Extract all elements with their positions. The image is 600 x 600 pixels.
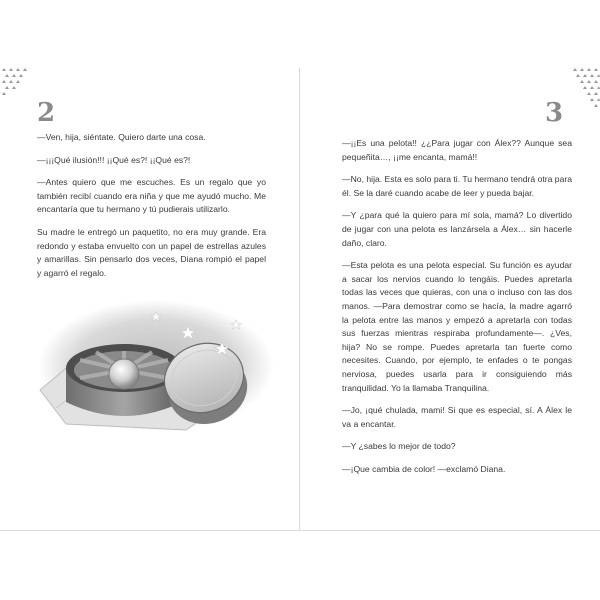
paragraph: —¡¡¡Qué ilusión!!! ¡¡Qué es?! ¡¡Qué es?! [37,154,191,165]
paragraph: —Antes quiero que me escuches. Es un regalo que yo también recibí cuando era niña y que me ayudó mucho. Me encantaría que tu hermano y tú pudierais utilizarlo. [37,177,266,215]
paragraph: Su madre le entregó un paquetito, no era muy grande. Era redondo y estaba envuelto con un papel de estrellas azules y amarillas. Sin pensarlo dos veces, Diana rompió el papel y agarró el regalo. [37,226,266,278]
left-page [0,0,299,531]
gift-box-illustration [36,298,276,438]
paragraph: —Y ¿para qué la quiero para mí sola, mamá? Lo divertido de jugar con una pelota es lanzársela a Álex… sin hacerle daño, claro. [342,210,572,248]
paragraph: —No, hija. Esta es solo para ti. Tu hermano tendrá otra para él. Se la daré cuando acabe de leer y pueda bajar. [342,174,572,198]
right-page [300,0,600,531]
chapter-number: 3 [545,98,564,128]
dot-pattern-icon [570,68,600,108]
paragraph: —¡¡Es una pelota!! ¿¿Para jugar con Álex?? Aunque sea pequeñita…, ¡¡me encanta, mamá!! [342,138,572,162]
paragraph: —Esta pelota es una pelota especial. Su función es ayudar a sacar los nervios cuando lo tengáis. Puedes apretarla todas las veces que quieras, con una o incluso con las dos manos. —Para demostrar como se hacía, la madre agarró la pelota entre las manos y empezó a apretarla con todas sus fuerzas mientras respiraba profundamente—. ¿Ves, hija? No se rompe. Puedes apretarla tan fuerte como necesites. Cuando, por ejemplo, te enfades o te pongas nerviosa, puedes usarla para ir consiguiendo más tranquilidad. Yo la llamaba Tranquilina. [342,260,572,393]
paragraph: —Ven, hija, siéntate. Quiero darte una cosa. [37,132,206,142]
paragraph: —¡Que cambia de color! —exclamó Diana. [342,463,506,474]
chapter-number: 2 [37,98,56,128]
paragraph: —Y ¿sabes lo mejor de todo? [342,441,456,452]
right-page-text [342,137,572,485]
left-page-text [37,131,266,289]
dot-pattern-icon [0,68,30,96]
paragraph: —Jo, ¡qué chulada, mami! Si que es especial, sí. A Álex le va a encantar. [342,405,572,429]
